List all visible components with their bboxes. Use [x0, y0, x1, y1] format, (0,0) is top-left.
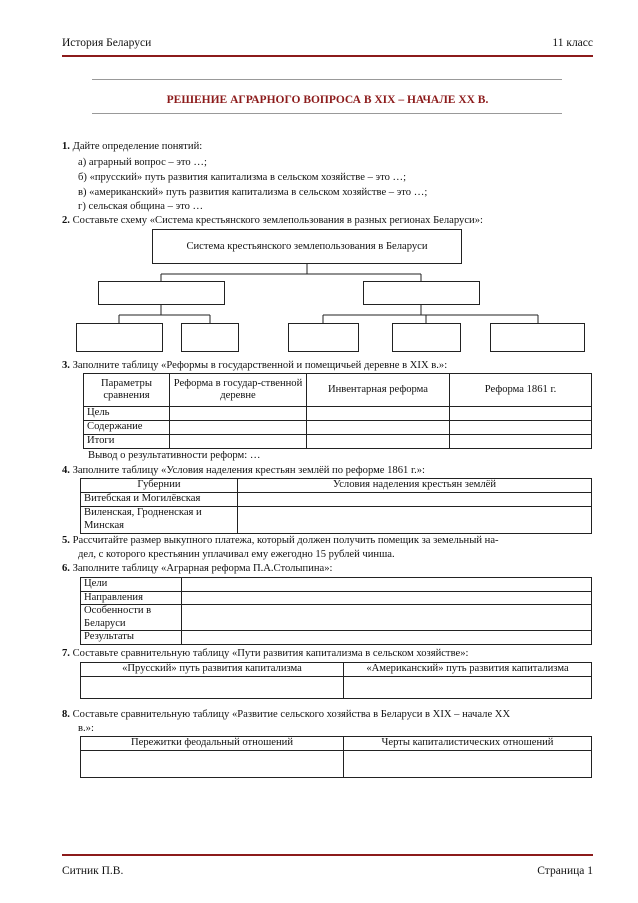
- table-cell[interactable]: [307, 421, 450, 435]
- scheme-root-box: [152, 229, 462, 264]
- american-path-header: «Американский» путь развития капитализма: [344, 663, 592, 677]
- stolypin-table: [80, 577, 592, 645]
- task5-line2: дел, с которого крестьянин уплачивал ему ежегодно 15 рублей чинша.: [78, 549, 395, 560]
- prussian-path-header: «Прусский» путь развития капитализма: [81, 663, 344, 677]
- table-cell[interactable]: [170, 407, 307, 421]
- table-cell[interactable]: [182, 578, 592, 592]
- stolypin-row-label: Цели: [81, 578, 182, 592]
- stolypin-row-label: Направления: [81, 591, 182, 605]
- task3-conclusion: Вывод о результативности реформ: …: [88, 450, 261, 461]
- task3-heading: 3. Заполните таблицу «Реформы в государственной и помещичьей деревне в XIX в.»:: [62, 360, 448, 371]
- scheme-level2-box[interactable]: [288, 323, 359, 352]
- feudal-remnants-header: Пережитки феодальный отношений: [81, 737, 344, 751]
- table-cell[interactable]: [182, 605, 592, 631]
- table-cell[interactable]: [81, 677, 344, 699]
- allotment-table: [80, 478, 592, 534]
- task1-item-a: а) аграрный вопрос – это …;: [78, 157, 207, 168]
- table-cell[interactable]: [344, 677, 592, 699]
- allotment-header-conditions: Условия наделения крестьян землёй: [238, 479, 592, 493]
- table-cell[interactable]: [182, 631, 592, 645]
- task8-line1: 8. Составьте сравнительную таблицу «Развитие сельского хозяйства в Беларуси в XIX – начале XX: [62, 709, 511, 720]
- capitalist-features-header: Черты капиталистических отношений: [344, 737, 592, 751]
- reforms-table: [83, 373, 592, 449]
- table-cell[interactable]: [307, 407, 450, 421]
- task4-heading: 4. Заполните таблицу «Условия наделения крестьян землёй по реформе 1861 г.»:: [62, 465, 426, 476]
- task1-heading: 1. Дайте определение понятий:: [62, 141, 203, 152]
- header-subject: История Беларуси: [62, 37, 152, 49]
- stolypin-row-label: Особенности в Беларуси: [81, 605, 182, 631]
- scheme-level2-box[interactable]: [392, 323, 461, 352]
- scheme-root-label: Система крестьянского землепользования в Беларуси: [186, 241, 428, 252]
- footer-author: Ситник П.В.: [62, 865, 124, 877]
- table-cell[interactable]: [170, 421, 307, 435]
- table-cell[interactable]: [238, 506, 592, 533]
- task2-heading: 2. Составьте схему «Система крестьянского землепользования в разных регионах Беларуси»:: [62, 215, 483, 226]
- task6-heading: 6. Заполните таблицу «Аграрная реформа П.А.Столыпина»:: [62, 563, 333, 574]
- agriculture-development-table: [80, 736, 592, 778]
- reforms-header-1861: Реформа 1861 г.: [450, 374, 592, 407]
- reforms-header-inventory: Инвентарная реформа: [307, 374, 450, 407]
- scheme-level2-box[interactable]: [181, 323, 239, 352]
- task1-item-b: б) «прусский» путь развития капитализма в сельском хозяйстве – это …;: [78, 172, 407, 183]
- footer-rule: [62, 854, 593, 856]
- page-title: РЕШЕНИЕ АГРАРНОГО ВОПРОСА В XIX – НАЧАЛЕ XX В.: [166, 94, 489, 106]
- scheme-level1-left[interactable]: [98, 281, 225, 305]
- task7-heading: 7. Составьте сравнительную таблицу «Пути развития капитализма в сельском хозяйстве»:: [62, 648, 469, 659]
- scheme-level2-box[interactable]: [490, 323, 585, 352]
- table-cell[interactable]: [238, 492, 592, 506]
- allotment-row-label: Витебская и Могилёвская: [81, 492, 238, 506]
- footer-page-number: Страница 1: [537, 865, 593, 877]
- table-cell[interactable]: [182, 591, 592, 605]
- reforms-row-label: Содержание: [84, 421, 170, 435]
- task8-line2: в.»:: [78, 723, 94, 734]
- table-cell[interactable]: [170, 435, 307, 449]
- reforms-row-label: Цель: [84, 407, 170, 421]
- task1-item-d: г) сельская община – это …: [78, 201, 204, 212]
- reforms-row-label: Итоги: [84, 435, 170, 449]
- table-cell[interactable]: [81, 751, 344, 778]
- table-cell[interactable]: [344, 751, 592, 778]
- header-grade: 11 класс: [552, 37, 593, 49]
- scheme-level2-box[interactable]: [76, 323, 163, 352]
- allotment-row-label: Виленская, Гродненская и Минская: [81, 506, 238, 533]
- reforms-header-state: Реформа в государ-ственной деревне: [170, 374, 307, 407]
- task1-item-c: в) «американский» путь развития капитализма в сельском хозяйстве – это …;: [78, 187, 428, 198]
- task5-line1: 5. Рассчитайте размер выкупного платежа, который должен получить помещик за земельный на-: [62, 535, 499, 546]
- reforms-header-params: Параметры сравнения: [84, 374, 170, 407]
- stolypin-row-label: Результаты: [81, 631, 182, 645]
- table-cell[interactable]: [450, 421, 592, 435]
- table-cell[interactable]: [307, 435, 450, 449]
- scheme-level1-right[interactable]: [363, 281, 480, 305]
- table-cell[interactable]: [450, 407, 592, 421]
- capitalism-paths-table: [80, 662, 592, 699]
- allotment-header-provinces: Губернии: [81, 479, 238, 493]
- table-cell[interactable]: [450, 435, 592, 449]
